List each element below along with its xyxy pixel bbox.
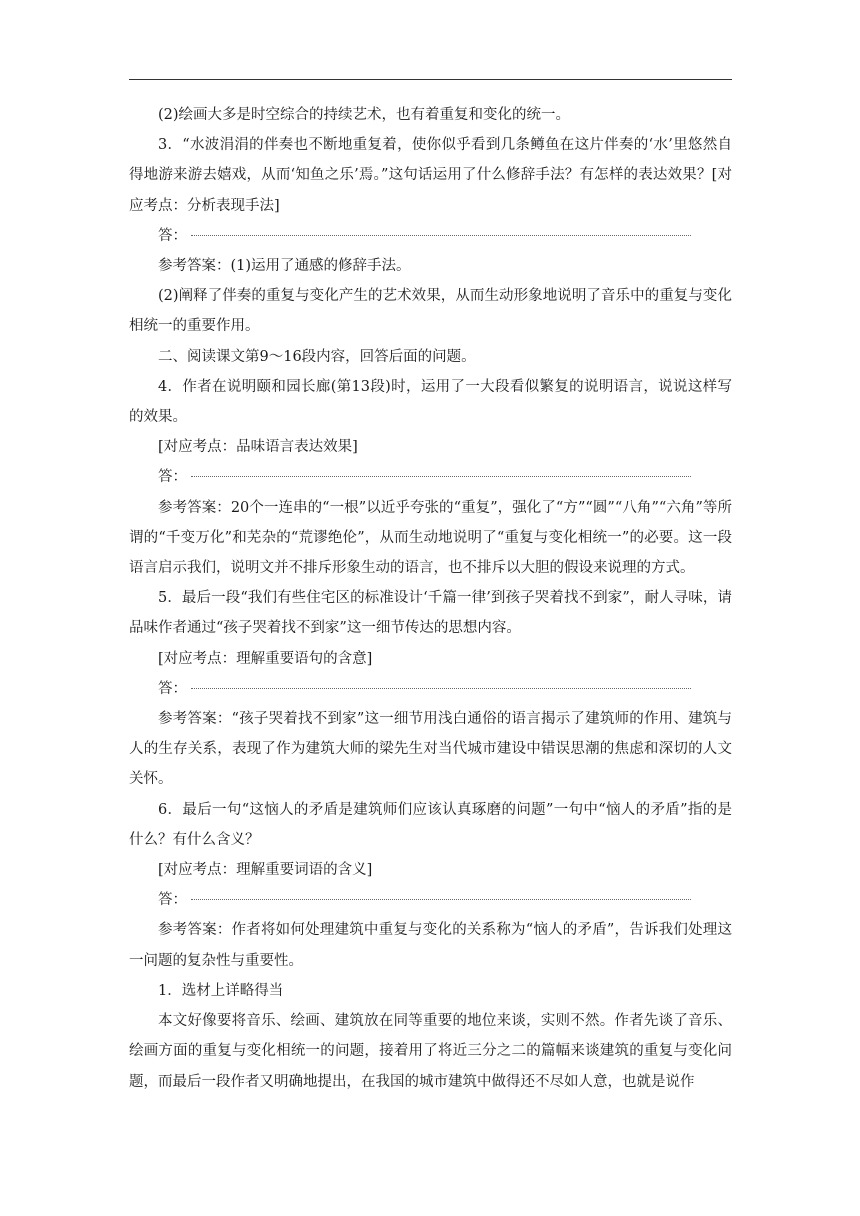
paragraph: 参考答案：“孩子哭着找不到家”这一细节用浅白通俗的语言揭示了建筑师的作用、建筑与人的生存关系，表现了作为建筑大师的梁先生对当代城市建设中错误思潮的焦虑和深切的人文关怀。 bbox=[129, 711, 732, 788]
paragraph: 本文好像要将音乐、绘画、建筑放在同等重要的地位来谈，实则不然。作者先谈了音乐、绘画方面的重复与变化相统一的问题，接着用了将近三分之二的篇幅来谈建筑的重复与变化问题，而最后一段作者又明确地提出，在我国的城市建筑中做得还不尽如人意，也就是说作 bbox=[129, 1013, 732, 1090]
paragraph: 参考答案：(1)运用了通感的修辞手法。 bbox=[158, 258, 411, 275]
answer-label: 答： bbox=[158, 892, 187, 909]
answer-blank bbox=[191, 235, 691, 236]
answer-label: 答： bbox=[158, 227, 187, 244]
paragraph: 6．最后一句“这恼人的矛盾是建筑师们应该认真琢磨的问题”一句中“恼人的矛盾”指的是什么？有什么含义？ bbox=[129, 801, 732, 848]
paragraph: (2)绘画大多是时空综合的持续艺术，也有着重复和变化的统一。 bbox=[158, 107, 571, 123]
paragraph: 1．选材上详略得当 bbox=[158, 982, 284, 999]
paragraph: [对应考点：理解重要语句的含意] bbox=[158, 650, 373, 667]
paragraph: 4．作者在说明颐和园长廊(第13段)时，运用了一大段看似繁复的说明语言，说说这样写的效果。 bbox=[129, 378, 732, 426]
paragraph: 参考答案：作者将如何处理建筑中重复与变化的关系称为“恼人的矛盾”，告诉我们处理这一问题的复杂性与重要性。 bbox=[129, 922, 732, 969]
answer-label: 答： bbox=[158, 469, 187, 486]
paragraph: 参考答案：20个一连串的“一根”以近乎夸张的“重复”，强化了“方”“圆”“八角”“六角”等所谓的“千变万化”和芜杂的“荒谬绝伦”，从而生动地说明了“重复与变化相统一”的必要。这一段语言启示我们，说明文并不排斥形象生动的语言，也不排斥以大胆的假设来说理的方式。 bbox=[129, 499, 732, 577]
paragraph: [对应考点：品味语言表达效果] bbox=[158, 439, 358, 456]
answer-line bbox=[129, 674, 732, 704]
answer-blank bbox=[191, 476, 691, 477]
answer-blank bbox=[191, 899, 691, 900]
answer-blank bbox=[191, 688, 691, 689]
paragraph: 二、阅读课文第9～16段内容，回答后面的问题。 bbox=[158, 348, 476, 365]
paragraph: 5．最后一段“我们有些住宅区的标准设计‘千篇一律’到孩子哭着找不到家”，耐人寻味，请品味作者通过“孩子哭着找不到家”这一细节传达的思想内容。 bbox=[129, 590, 732, 637]
header-rule bbox=[129, 79, 732, 80]
answer-line bbox=[129, 885, 732, 915]
answer-line bbox=[129, 221, 732, 251]
paragraph: 3．“水波涓涓的伴奏也不断地重复着，使你似乎看到几条鳟鱼在这片伴奏的‘水’里悠然自得地游来游去嬉戏，从而‘知鱼之乐’焉。”这句话运用了什么修辞手法？有怎样的表达效果？[对应考点：分析表现手法] bbox=[129, 137, 732, 214]
answer-line bbox=[129, 462, 732, 492]
paragraph: (2)阐释了伴奏的重复与变化产生的艺术效果，从而生动形象地说明了音乐中的重复与变化相统一的重要作用。 bbox=[129, 288, 732, 335]
paragraph: [对应考点：理解重要词语的含义] bbox=[158, 862, 373, 879]
document-body bbox=[129, 100, 732, 1097]
answer-label: 答： bbox=[158, 680, 187, 697]
